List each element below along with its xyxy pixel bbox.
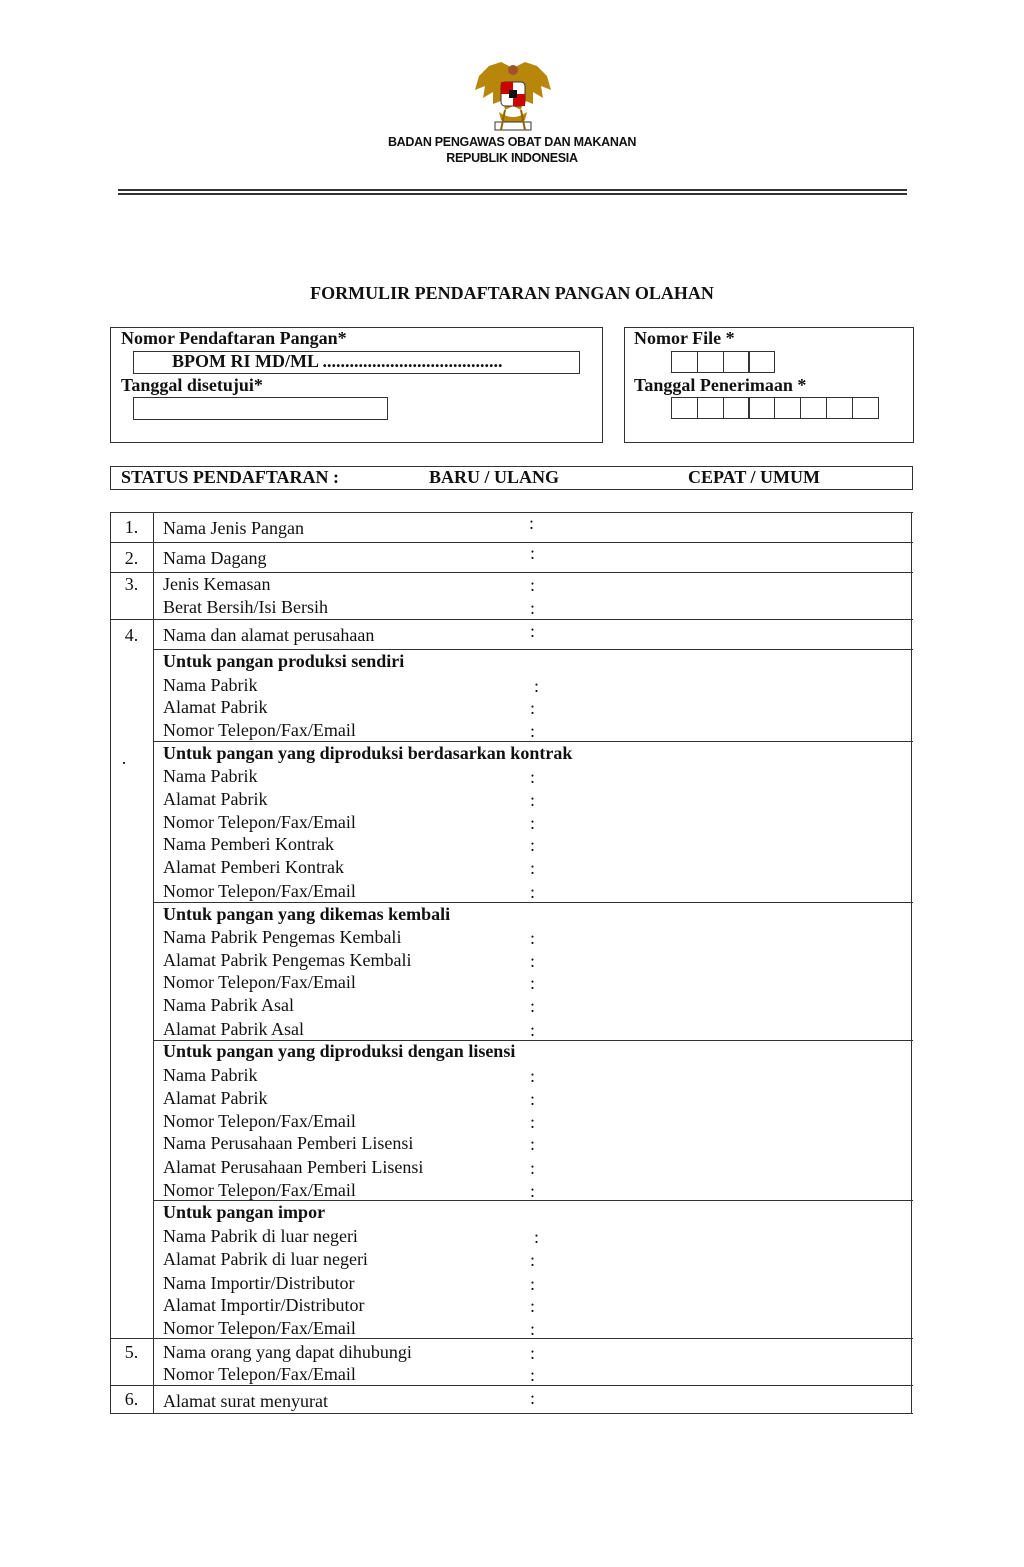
field-colon: : — [530, 1274, 536, 1294]
field-label: Nama Pabrik — [163, 766, 258, 786]
agency-name: BADAN PENGAWAS OBAT DAN MAKANAN — [387, 135, 637, 149]
status-option-baru-ulang[interactable]: BARU / ULANG — [429, 467, 560, 487]
field-label: Alamat Pabrik — [163, 697, 268, 717]
field-colon: : — [530, 790, 536, 810]
table-rule — [110, 512, 913, 513]
field-label-nomor-telepon: Nomor Telepon/Fax/Email — [163, 1364, 356, 1384]
field-colon: : — [534, 676, 540, 696]
section-heading-produksi-sendiri: Untuk pangan produksi sendiri — [163, 651, 405, 671]
nomor-file-label: Nomor File * — [634, 328, 735, 348]
field-label: Nomor Telepon/Fax/Email — [163, 1318, 356, 1338]
nomor-pendaftaran-label: Nomor Pendaftaran Pangan* — [121, 328, 347, 348]
field-colon: : — [530, 1020, 536, 1040]
tanggal-disetujui-label: Tanggal disetujui* — [121, 375, 263, 395]
field-colon: : — [530, 698, 536, 718]
field-label: Nama Pabrik Asal — [163, 995, 294, 1015]
tanggal-penerimaan-label: Tanggal Penerimaan * — [634, 375, 807, 395]
field-colon: : — [530, 598, 536, 618]
field-colon: : — [530, 1296, 536, 1316]
field-label: Alamat Pabrik — [163, 789, 268, 809]
field-colon: : — [530, 813, 536, 833]
tanggal-cell[interactable] — [826, 397, 853, 419]
section-heading-dikemas-kembali: Untuk pangan yang dikemas kembali — [163, 904, 451, 924]
field-colon: : — [530, 858, 536, 878]
field-label: Nama Pabrik — [163, 675, 258, 695]
tanggal-cell[interactable] — [800, 397, 827, 419]
section-heading-impor: Untuk pangan impor — [163, 1202, 326, 1222]
field-colon: : — [530, 1112, 536, 1132]
row-number: 3. — [124, 574, 139, 594]
field-label-nama-jenis-pangan: Nama Jenis Pangan — [163, 518, 304, 538]
tanggal-disetujui-field[interactable] — [133, 397, 388, 420]
field-colon: : — [530, 1066, 536, 1086]
section-heading-lisensi: Untuk pangan yang diproduksi dengan lisensi — [163, 1041, 516, 1061]
section-heading-kontrak: Untuk pangan yang diproduksi berdasarkan kontrak — [163, 743, 573, 763]
field-colon: : — [530, 1319, 536, 1339]
field-label-alamat-surat: Alamat surat menyurat — [163, 1391, 328, 1411]
table-border-right — [911, 512, 912, 1414]
header-rule-bottom — [118, 193, 907, 195]
tanggal-cell[interactable] — [671, 397, 698, 419]
field-label-nama-alamat-perusahaan: Nama dan alamat perusahaan — [163, 625, 375, 645]
field-colon: : — [530, 882, 536, 902]
nomor-file-cell[interactable] — [671, 351, 698, 373]
field-colon: : — [529, 513, 535, 533]
tanggal-cell[interactable] — [774, 397, 801, 419]
field-colon: : — [530, 1365, 536, 1385]
nomor-file-cells[interactable] — [671, 351, 774, 373]
field-colon: : — [530, 1134, 536, 1154]
tanggal-cell[interactable] — [852, 397, 879, 419]
field-label: Alamat Importir/Distributor — [163, 1295, 365, 1315]
field-label: Nama Pemberi Kontrak — [163, 834, 334, 854]
status-option-cepat-umum[interactable]: CEPAT / UMUM — [688, 467, 820, 487]
field-label: Alamat Pemberi Kontrak — [163, 857, 344, 877]
nomor-file-cell[interactable] — [748, 351, 775, 373]
field-label: Nama Importir/Distributor — [163, 1273, 355, 1293]
row-number: 1. — [124, 517, 139, 537]
table-rule — [110, 1413, 913, 1414]
field-label: Nomor Telepon/Fax/Email — [163, 972, 356, 992]
field-label-jenis-kemasan: Jenis Kemasan — [163, 574, 271, 594]
tanggal-penerimaan-cells[interactable] — [671, 397, 878, 419]
field-colon: : — [530, 621, 536, 641]
row-number: 4. — [124, 625, 139, 645]
row-dot: . — [121, 748, 127, 768]
field-label: Nomor Telepon/Fax/Email — [163, 1180, 356, 1200]
field-colon: : — [530, 767, 536, 787]
field-colon: : — [530, 835, 536, 855]
table-rule — [110, 1385, 913, 1386]
field-colon: : — [530, 543, 536, 563]
table-border-left — [110, 512, 111, 1414]
status-label: STATUS PENDAFTARAN : — [121, 467, 340, 487]
field-colon: : — [530, 1158, 536, 1178]
field-label: Nomor Telepon/Fax/Email — [163, 720, 356, 740]
field-colon: : — [530, 1343, 536, 1363]
nomor-file-cell[interactable] — [723, 351, 750, 373]
tanggal-cell[interactable] — [697, 397, 724, 419]
nomor-file-cell[interactable] — [697, 351, 724, 373]
header-rule-top — [118, 189, 907, 191]
field-label: Alamat Pabrik Asal — [163, 1019, 304, 1039]
field-label: Nama Pabrik — [163, 1065, 258, 1085]
field-label-nama-dagang: Nama Dagang — [163, 548, 267, 568]
field-label: Nomor Telepon/Fax/Email — [163, 881, 356, 901]
row-number: 5. — [124, 1342, 139, 1362]
field-colon: : — [530, 1181, 536, 1201]
field-label: Alamat Pabrik Pengemas Kembali — [163, 950, 412, 970]
field-label: Nama Perusahaan Pemberi Lisensi — [163, 1133, 414, 1153]
agency-country: REPUBLIK INDONESIA — [446, 151, 578, 165]
field-label-berat-bersih: Berat Bersih/Isi Bersih — [163, 597, 328, 617]
field-colon: : — [530, 973, 536, 993]
garuda-emblem-icon — [471, 60, 555, 136]
row-number: 6. — [124, 1389, 139, 1409]
page-title: FORMULIR PENDAFTARAN PANGAN OLAHAN — [310, 283, 714, 303]
field-label-nama-orang: Nama orang yang dapat dihubungi — [163, 1342, 412, 1362]
table-rule — [110, 619, 913, 620]
nomor-pendaftaran-value: BPOM RI MD/ML ........................................ — [172, 351, 503, 371]
field-colon: : — [534, 1227, 540, 1247]
field-label: Alamat Pabrik di luar negeri — [163, 1249, 368, 1269]
field-label: Alamat Perusahaan Pemberi Lisensi — [163, 1157, 424, 1177]
field-colon: : — [530, 1388, 536, 1408]
field-label: Nama Pabrik Pengemas Kembali — [163, 927, 402, 947]
tanggal-cell[interactable] — [723, 397, 750, 419]
table-rule — [110, 542, 913, 543]
nomor-pendaftaran-field[interactable] — [133, 351, 580, 374]
field-label: Alamat Pabrik — [163, 1088, 268, 1108]
status-pendaftaran-bar — [110, 466, 913, 490]
field-label: Nomor Telepon/Fax/Email — [163, 1111, 356, 1131]
tanggal-cell[interactable] — [748, 397, 775, 419]
field-colon: : — [530, 721, 536, 741]
field-colon: : — [530, 1250, 536, 1270]
field-label: Nomor Telepon/Fax/Email — [163, 812, 356, 832]
field-label: Nama Pabrik di luar negeri — [163, 1226, 358, 1246]
row-number: 2. — [124, 548, 139, 568]
field-colon: : — [530, 951, 536, 971]
table-border-number-col — [153, 512, 154, 1414]
field-colon: : — [530, 928, 536, 948]
field-colon: : — [530, 1089, 536, 1109]
field-colon: : — [530, 575, 536, 595]
field-colon: : — [530, 996, 536, 1016]
